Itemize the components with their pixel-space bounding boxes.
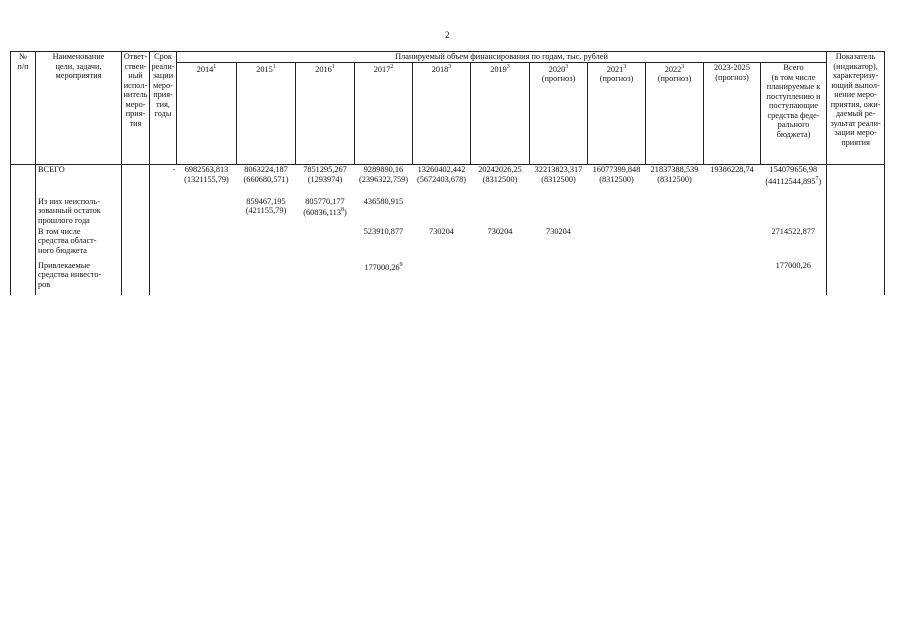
value-cell xyxy=(761,261,827,295)
value-cell xyxy=(413,261,471,295)
value-cell xyxy=(471,165,530,197)
value-cell xyxy=(471,197,530,227)
value-footnote-mark: 7 xyxy=(815,175,819,182)
row-term-text: - xyxy=(172,165,176,174)
year-footnote-mark: 1 xyxy=(331,64,335,70)
value-federal-share-text: (44112544,895 xyxy=(765,176,816,186)
value-federal-share: (44112544,895$^7$) xyxy=(765,175,822,186)
value-cell xyxy=(530,227,588,261)
header-financing xyxy=(177,52,827,63)
value-federal-share-text: (8312500) xyxy=(541,174,576,184)
row-num-cell xyxy=(11,197,36,227)
value-amount xyxy=(531,165,587,175)
row-num-cell xyxy=(11,261,36,295)
value-federal-share-text: (5672403,678) xyxy=(416,174,467,184)
value-amount-text: 16077399,848 xyxy=(592,165,641,174)
value-cell xyxy=(355,165,413,197)
table-row xyxy=(11,261,885,295)
year-footnote-mark: 3 xyxy=(448,64,452,70)
row-name xyxy=(36,197,122,227)
value-cell xyxy=(646,165,704,197)
header-indicator xyxy=(827,52,885,165)
row-name-text: Привлекаемые средства инвесто- ров xyxy=(38,260,102,289)
header-term xyxy=(150,52,177,165)
value-cell xyxy=(471,227,530,261)
value-amount xyxy=(356,165,412,175)
year-forecast-note: (прогноз) xyxy=(715,72,749,82)
value-cell xyxy=(588,165,646,197)
header-total-text: Всего (в том числе планируемые к поступлению и поступающие средства феде- рального бюджета) xyxy=(766,63,821,139)
header-year xyxy=(237,63,296,165)
row-num-cell xyxy=(11,165,36,197)
header-financing-text: Планируемый объем финансирования по годам, тыс. рублей xyxy=(395,52,608,61)
value-cell xyxy=(704,261,761,295)
value-federal-share xyxy=(414,175,470,185)
row-indicator xyxy=(827,197,885,227)
value-federal-share-text: (1293974) xyxy=(307,174,343,184)
value-federal-share xyxy=(531,175,587,185)
row-name xyxy=(36,227,122,261)
header-year xyxy=(296,63,355,165)
year-forecast-note: (прогноз) xyxy=(657,74,692,84)
value-federal-share-text: (8312500) xyxy=(482,174,518,184)
value-federal-share xyxy=(472,175,529,185)
value-amount-text: 8063224,187 xyxy=(244,165,288,174)
header-total xyxy=(761,63,827,165)
value-cell xyxy=(588,261,646,295)
row-indicator xyxy=(827,261,885,295)
value-cell xyxy=(177,227,237,261)
value-federal-share-text: (1321155,79) xyxy=(184,174,229,184)
value-federal-share: (60836,113$^8$) xyxy=(303,207,347,217)
table-row xyxy=(11,227,885,261)
header-num xyxy=(11,52,36,165)
value-cell xyxy=(704,165,761,197)
value-amount-text: 730204 xyxy=(546,226,571,236)
row-term xyxy=(150,197,177,227)
value-cell xyxy=(761,165,827,197)
value-cell xyxy=(471,261,530,295)
header-responsible-text: Ответ- ствен- ный испол- нитель меро- прия- тия xyxy=(123,52,148,128)
header-responsible xyxy=(122,52,150,165)
row-name xyxy=(36,165,122,197)
row-indicator xyxy=(827,165,885,197)
year-label: 2015 xyxy=(256,64,273,74)
year-label: 2022 xyxy=(664,64,682,74)
value-cell xyxy=(413,227,471,261)
row-term xyxy=(150,165,177,197)
value-cell xyxy=(646,197,704,227)
row-name-text: ВСЕГО xyxy=(38,165,65,174)
value-federal-share xyxy=(238,175,295,185)
value-amount-text: 20242026,25 xyxy=(478,165,522,174)
value-amount-text: 2714522,877 xyxy=(771,226,816,236)
value-amount-text: 9289890,16 xyxy=(363,165,404,174)
value-amount xyxy=(589,165,645,175)
year-footnote-mark: 1 xyxy=(213,64,217,70)
header-year xyxy=(704,63,761,165)
header-term-text: Срок реали- зации меро- прия- тия, годы xyxy=(151,52,175,118)
value-cell xyxy=(177,165,237,197)
value-amount-text: 177000,26 xyxy=(364,262,400,272)
value-amount xyxy=(762,165,826,175)
table-row xyxy=(11,165,885,197)
row-term xyxy=(150,261,177,295)
value-cell xyxy=(704,227,761,261)
row-num-cell xyxy=(11,227,36,261)
value-cell xyxy=(177,197,237,227)
financing-table xyxy=(10,51,885,295)
year-footnote-mark: 1 xyxy=(272,64,276,70)
row-name xyxy=(36,261,122,295)
row-responsible xyxy=(122,197,150,227)
value-federal-share xyxy=(297,175,354,185)
year-label: 2023-2025 xyxy=(714,63,750,72)
row-responsible xyxy=(122,165,150,197)
value-cell xyxy=(237,227,296,261)
value-amount-text: 19386228,74 xyxy=(710,165,754,174)
value-amount xyxy=(356,261,412,272)
value-cell xyxy=(530,261,588,295)
value-amount-text: 7851295,267 xyxy=(303,165,347,174)
header-year xyxy=(355,63,413,165)
year-footnote-mark: 3 xyxy=(565,64,569,70)
value-cell xyxy=(237,261,296,295)
header-year xyxy=(588,63,646,165)
year-label: 2016 xyxy=(315,64,332,74)
value-cell xyxy=(355,197,413,227)
value-cell xyxy=(646,227,704,261)
value-cell xyxy=(296,197,355,227)
value-cell xyxy=(530,197,588,227)
value-cell xyxy=(761,227,827,261)
row-responsible xyxy=(122,227,150,261)
year-label: 2020 xyxy=(548,64,566,74)
value-amount-text: 13260402,442 xyxy=(417,165,466,174)
value-federal-share-text: (2396322,759) xyxy=(358,174,409,184)
value-cell xyxy=(646,261,704,295)
value-amount xyxy=(297,197,354,207)
header-year xyxy=(530,63,588,165)
value-federal-share-text: (8312500) xyxy=(657,174,692,184)
year-footnote-mark: 3 xyxy=(506,64,510,70)
value-cell xyxy=(355,261,413,295)
year-label: 2017 xyxy=(373,64,391,74)
value-amount xyxy=(238,197,295,207)
year-footnote-mark: 3 xyxy=(623,64,627,70)
year-label: 2019 xyxy=(490,64,507,74)
row-name-text: В том числе средства област- ного бюджета xyxy=(38,226,97,255)
year-footnote-mark: 2 xyxy=(390,64,394,70)
header-indicator-text: Показатель (индикатор), характеризу- ющий выпол- нение меро- приятия, ожи- даемый ре- зультат реали- зации меро- приятия xyxy=(830,52,881,147)
value-amount-text: 177000,26 xyxy=(775,260,811,270)
value-cell xyxy=(704,197,761,227)
header-num-text: № п/п xyxy=(17,52,29,71)
value-amount-text: 730204 xyxy=(429,226,454,236)
value-amount xyxy=(531,227,587,237)
value-amount-text: 859467,195 xyxy=(246,196,286,206)
value-amount-text: 32213823,317 xyxy=(534,165,583,174)
header-year xyxy=(177,63,237,165)
value-footnote-mark: 8 xyxy=(340,207,344,213)
value-federal-share xyxy=(589,175,645,185)
header-year xyxy=(471,63,530,165)
value-amount xyxy=(356,227,412,237)
value-cell xyxy=(177,261,237,295)
value-amount-text: 730204 xyxy=(487,226,513,236)
value-cell xyxy=(237,165,296,197)
year-forecast-note: (прогноз) xyxy=(599,74,634,84)
value-amount-text: 436580,915 xyxy=(363,196,404,206)
year-footnote-mark: 3 xyxy=(681,64,685,70)
value-federal-share xyxy=(178,175,236,185)
value-cell xyxy=(355,227,413,261)
value-federal-share xyxy=(647,175,703,185)
value-amount xyxy=(178,165,236,175)
value-federal-share-text: (660680,571) xyxy=(243,174,289,184)
year-forecast-note: (прогноз) xyxy=(541,74,576,84)
value-federal-share-text: (421155,79) xyxy=(245,206,287,215)
table-row xyxy=(11,197,885,227)
value-amount-text: 6982563,813 xyxy=(184,165,229,174)
page-number: 2 xyxy=(445,30,450,40)
value-amount-text: 21837388,539 xyxy=(650,165,699,174)
value-amount xyxy=(472,227,529,237)
value-federal-share-text: (60836,113 xyxy=(303,207,341,217)
value-cell xyxy=(296,261,355,295)
year-label: 2014 xyxy=(196,64,214,74)
value-cell xyxy=(413,165,471,197)
value-amount xyxy=(356,197,412,207)
value-amount-text: 805770,177 xyxy=(305,196,345,206)
row-term xyxy=(150,227,177,261)
value-federal-share-text: (8312500) xyxy=(599,174,634,184)
header-name-text: Наименование цели, задачи, мероприятия xyxy=(52,52,105,80)
value-amount xyxy=(705,165,760,175)
value-cell xyxy=(588,227,646,261)
value-amount xyxy=(238,165,295,175)
value-cell xyxy=(530,165,588,197)
value-amount xyxy=(472,165,529,175)
row-indicator xyxy=(827,227,885,261)
value-amount-text: 523910,877 xyxy=(363,226,404,236)
value-amount xyxy=(762,227,826,237)
value-federal-share xyxy=(238,206,295,216)
value-amount xyxy=(297,165,354,175)
value-amount xyxy=(647,165,703,175)
value-cell xyxy=(237,197,296,227)
value-amount xyxy=(414,227,470,237)
row-name-text: Из них неисполь- зованный остаток прошлого года xyxy=(38,196,101,225)
row-responsible xyxy=(122,261,150,295)
value-cell xyxy=(588,197,646,227)
header-year xyxy=(646,63,704,165)
header-name xyxy=(36,52,122,165)
value-cell xyxy=(761,197,827,227)
value-amount xyxy=(762,261,826,271)
value-amount-text: 154079656,98 xyxy=(769,165,818,174)
header-year xyxy=(413,63,471,165)
value-amount xyxy=(414,165,470,175)
value-cell xyxy=(296,165,355,197)
value-cell xyxy=(296,227,355,261)
year-label: 2018 xyxy=(431,64,449,74)
value-footnote-mark: 9 xyxy=(399,261,403,268)
year-label: 2021 xyxy=(606,64,624,74)
value-federal-share xyxy=(356,175,412,185)
value-cell xyxy=(413,197,471,227)
